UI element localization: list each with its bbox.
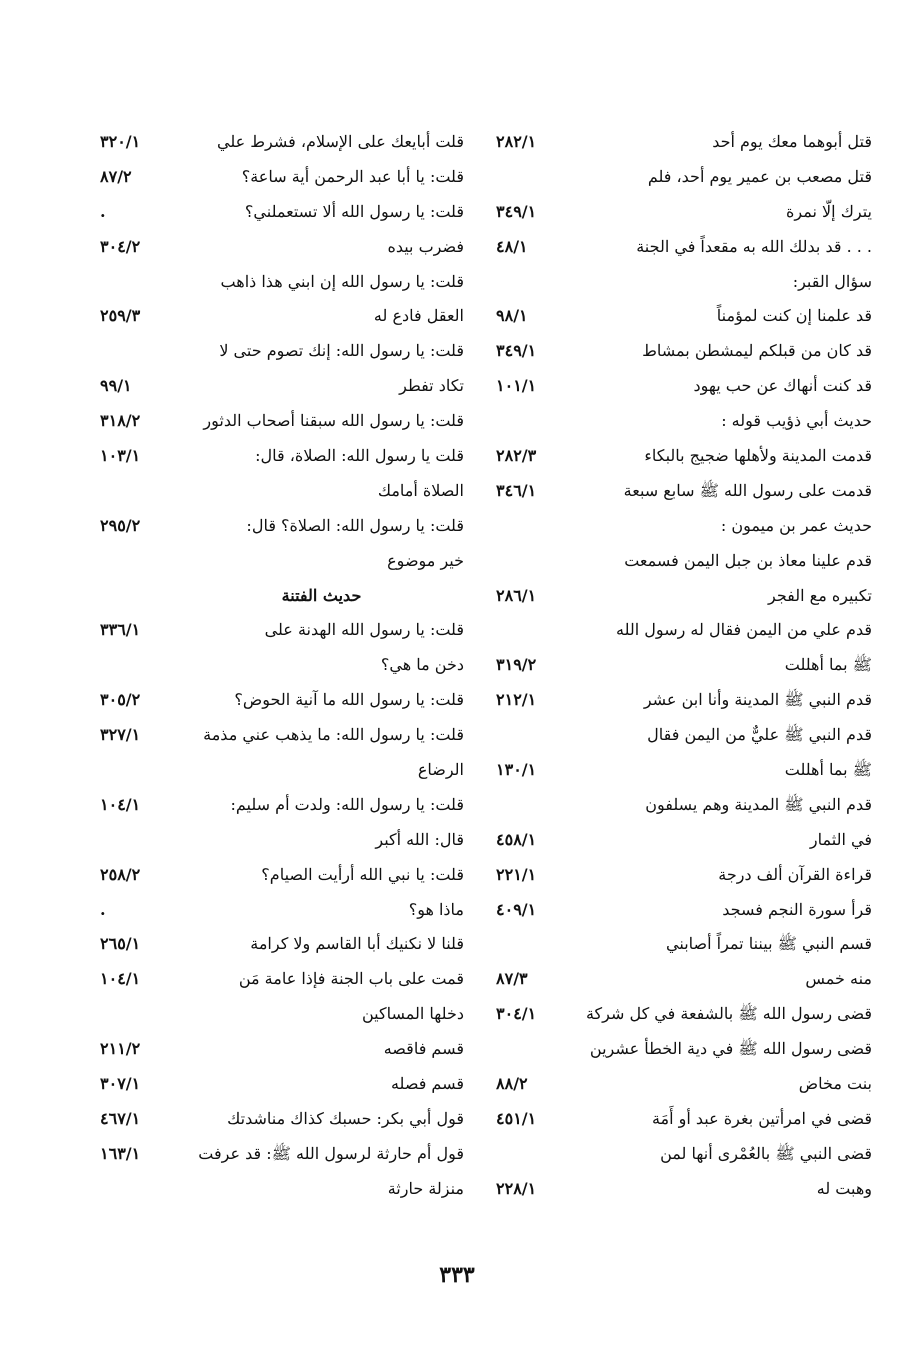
entry-text: قسم النبي ﷺ بيننا تمراً أصابني (666, 934, 872, 954)
entry-text: الصلاة أمامك (377, 480, 464, 500)
entry-text: قلت: يا رسول الله سبقنا أصحاب الدثور (203, 411, 464, 431)
entry-text: قسم فاقصه (383, 1039, 464, 1059)
entry-text: دخن ما هي؟ (380, 655, 464, 675)
index-entry (488, 160, 872, 195)
index-entry (92, 439, 464, 474)
entry-text: سؤال القبر: (792, 271, 872, 291)
index-entry (92, 1137, 464, 1172)
page-number: ٣٣٣ (439, 1262, 475, 1288)
index-entry (92, 509, 464, 544)
index-entry (488, 474, 872, 509)
entry-text: في الثمار (809, 829, 872, 849)
entry-reference: ٢٩٥/٢ (100, 515, 141, 535)
index-column-left (92, 125, 464, 1235)
index-entry (92, 579, 464, 614)
entry-text: قلت يا رسول الله: الصلاة، قال: (255, 446, 464, 466)
entry-reference: ٣٤٩/١ (496, 341, 537, 361)
index-entry (92, 230, 464, 265)
entry-reference: ٣٢٠/١ (100, 132, 141, 151)
index-entry (488, 579, 872, 614)
index-entry (92, 544, 464, 579)
index-entry (488, 125, 872, 160)
entry-reference: ٢١٢/١ (496, 690, 537, 710)
index-entry (92, 858, 464, 893)
entry-reference: ٢٢٨/١ (496, 1178, 537, 1198)
index-entry (92, 299, 464, 334)
entry-text: حديث أبي ذؤيب قوله : (721, 411, 872, 431)
entry-text: قلت: يا رسول الله الهدنة على (264, 620, 464, 640)
entry-text: قلت أبايعك على الإسلام، فشرط علي (216, 132, 464, 151)
index-entry (488, 195, 872, 230)
index-entry (488, 230, 872, 265)
entry-text: تكاد تفطر (399, 376, 464, 396)
index-entry (92, 648, 464, 683)
entry-reference: ٣٤٦/١ (496, 480, 537, 500)
index-entry (488, 927, 872, 962)
index-entry (92, 1067, 464, 1102)
index-entry (488, 648, 872, 683)
entry-reference: ٢٨٢/٣ (496, 446, 537, 466)
entry-text: قدم علي من اليمن فقال له رسول الله (616, 620, 872, 640)
entry-text: قلت: يا رسول الله: ما يذهب عني مذمة (203, 725, 464, 745)
entry-reference: ٨٧/٣ (496, 969, 528, 989)
entry-reference: ٣٠٤/٢ (100, 236, 141, 256)
index-entry (92, 1032, 464, 1067)
index-entry (488, 613, 872, 648)
entry-text: قلت: يا رسول الله ما آنية الحوض؟ (234, 690, 464, 710)
index-entry (92, 893, 464, 928)
entry-text: قلت: يا رسول الله ألا تستعملني؟ (244, 201, 464, 221)
index-entry (488, 369, 872, 404)
entry-text: قدمت على رسول الله ﷺ سابع سبعة (623, 480, 872, 500)
entry-text: يترك إلّا نمرة (786, 201, 872, 221)
index-entry (92, 683, 464, 718)
index-entry (488, 1067, 872, 1102)
index-entry (92, 1102, 464, 1137)
entry-reference: ٢٥٨/٢ (100, 864, 141, 884)
index-column-right (488, 125, 872, 1235)
index-entry (92, 125, 464, 160)
entry-text: قول أم حارثة لرسول الله ﷺ: قد عرفت (198, 1143, 464, 1163)
index-entry (488, 788, 872, 823)
index-entry (488, 683, 872, 718)
entry-text: حديث عمر بن ميمون : (720, 515, 872, 535)
entry-text: قد علمنا إن كنت لمؤمناً (716, 306, 872, 326)
entry-reference: ٣٢٧/١ (100, 725, 141, 745)
index-entry (488, 1102, 872, 1137)
entry-text: قتل مصعب بن عمير يوم أحد، فلم (647, 166, 872, 186)
entry-reference: . (100, 899, 106, 919)
entry-reference: ٣١٩/٢ (496, 655, 537, 675)
entry-reference: ٤٥٨/١ (496, 829, 537, 849)
index-entry (92, 962, 464, 997)
entry-text: قدم النبي ﷺ المدينة وأنا ابن عشر (643, 690, 872, 710)
index-entry (488, 1137, 872, 1172)
entry-reference: ٣٤٩/١ (496, 201, 537, 221)
entry-reference: ٣٠٥/٢ (100, 690, 141, 710)
entry-text: قسم فصله (390, 1074, 464, 1094)
entry-text: قلت: يا رسول الله: إنك تصوم حتى لا (219, 341, 464, 361)
entry-reference: ٣٠٤/١ (496, 1004, 537, 1024)
index-entry (92, 718, 464, 753)
entry-text: قد كان من قبلكم ليمشطن بمشاط (642, 341, 872, 361)
entry-reference: . (100, 201, 106, 221)
entry-reference: ١٦٣/١ (100, 1143, 141, 1163)
entry-text: خير موضوع (387, 550, 464, 570)
index-entry (92, 927, 464, 962)
entry-text: قال: الله أكبر (375, 829, 464, 849)
index-entry (92, 613, 464, 648)
index-entry (488, 1172, 872, 1207)
entry-text: فضرب بيده (387, 236, 464, 256)
section-heading: حديث الفتنة (281, 585, 362, 605)
entry-reference: ٤٠٩/١ (496, 899, 537, 919)
entry-text: بنت مخاض (798, 1074, 872, 1094)
index-entry (92, 160, 464, 195)
entry-reference: ٩٨/١ (496, 306, 528, 326)
entry-reference: ١٠٣/١ (100, 446, 141, 466)
index-entry (488, 1032, 872, 1067)
index-entry (92, 1172, 464, 1207)
entry-reference: ٨٧/٢ (100, 166, 132, 186)
entry-text: قلت: يا نبي الله أرأيت الصيام؟ (261, 864, 464, 884)
entry-text: منزلة حارثة (387, 1178, 464, 1198)
entry-reference: ١٠٤/١ (100, 969, 141, 989)
entry-text: تكبيره مع الفجر (768, 585, 872, 605)
entry-text: قراءة القرآن ألف درجة (718, 864, 872, 884)
entry-text: قضى رسول الله ﷺ بالشفعة في كل شركة (585, 1004, 872, 1024)
entry-reference: ١٠١/١ (496, 376, 537, 396)
index-entry (92, 195, 464, 230)
entry-text: قضى في امرأتين بغرة عبد أو أَمَة (651, 1108, 872, 1128)
entry-text: ﷺ بما أهللت (784, 655, 872, 675)
entry-reference: ١٣٠/١ (496, 760, 537, 780)
entry-reference: ١٠٤/١ (100, 794, 141, 814)
entry-reference: ٢٢١/١ (496, 864, 537, 884)
entry-reference: ٤٦٧/١ (100, 1108, 141, 1128)
entry-text: قضى رسول الله ﷺ في دية الخطأ عشرين (589, 1039, 872, 1059)
entry-reference: ٤٥١/١ (496, 1108, 537, 1128)
index-entry (92, 474, 464, 509)
entry-text: قتل أبوهما معك يوم أحد (712, 132, 872, 151)
entry-text: قرأ سورة النجم فسجد (722, 899, 872, 919)
index-entry (92, 788, 464, 823)
entry-reference: ٢٦٥/١ (100, 934, 141, 954)
entry-text: ماذا هو؟ (408, 899, 464, 919)
entry-text: قدم النبي ﷺ المدينة وهم يسلفون (645, 794, 872, 814)
index-entry (92, 997, 464, 1032)
index-entry (488, 858, 872, 893)
entry-text: قلت: يا رسول الله: ولدت أم سليم: (230, 794, 464, 814)
entry-text: قد كنت أنهاك عن حب يهود (693, 376, 872, 396)
index-entry (92, 369, 464, 404)
entry-text: منه خمس (805, 969, 872, 989)
entry-reference: ٩٩/١ (100, 376, 132, 396)
entry-text: وهبت له (816, 1178, 872, 1198)
entry-text: قدم علينا معاذ بن جبل اليمن فسمعت (624, 550, 872, 570)
entry-text: قلت: يا رسول الله إن ابني هذا ذاهب (220, 271, 464, 291)
entry-reference: ٢٥٩/٣ (100, 306, 141, 326)
index-entry (488, 893, 872, 928)
index-entry (488, 439, 872, 474)
index-entry (92, 823, 464, 858)
entry-text: الرضاع (417, 760, 464, 780)
entry-reference: ٣١٨/٢ (100, 411, 141, 431)
entry-reference: ٢٨٢/١ (496, 132, 537, 151)
index-entry (488, 718, 872, 753)
entry-reference: ٢١١/٢ (100, 1039, 141, 1059)
entry-text: ﷺ بما أهللت (784, 760, 872, 780)
index-entry (488, 997, 872, 1032)
entry-text: قضى النبي ﷺ بالعُمْرى أنها لمن (660, 1143, 872, 1163)
index-entry (488, 334, 872, 369)
entry-reference: ٤٨/١ (496, 236, 528, 256)
entry-text: قلت: يا أبا عبد الرحمن أية ساعة؟ (241, 166, 464, 186)
entry-text: قدم النبي ﷺ عليٌّ من اليمن فقال (647, 725, 872, 745)
entry-reference: ٣٠٧/١ (100, 1074, 141, 1094)
entry-text: قول أبي بكر: حسبك كذاك مناشدتك (227, 1108, 464, 1128)
index-entry (488, 823, 872, 858)
index-entry (488, 753, 872, 788)
entry-reference: ٨٨/٢ (496, 1074, 528, 1094)
index-entry (488, 509, 872, 544)
index-entry (488, 299, 872, 334)
entry-text: دخلها المساكين (362, 1004, 464, 1024)
entry-text: . . . قد بدلك الله به مقعداً في الجنة (636, 236, 872, 256)
entry-text: العقل فادع له (373, 306, 464, 326)
index-entry (488, 404, 872, 439)
entry-text: قلت: يا رسول الله: الصلاة؟ قال: (246, 515, 464, 535)
entry-text: قدمت المدينة ولأهلها ضجيج بالبكاء (644, 446, 872, 466)
index-entry (488, 962, 872, 997)
entry-reference: ٣٣٦/١ (100, 620, 141, 640)
index-entry (92, 404, 464, 439)
index-entry (92, 334, 464, 369)
index-entry (92, 753, 464, 788)
entry-reference: ٢٨٦/١ (496, 585, 537, 605)
index-entry (92, 265, 464, 300)
entry-text: قلنا لا نكنيك أبا القاسم ولا كرامة (250, 934, 464, 954)
index-entry (488, 265, 872, 300)
index-entry (488, 544, 872, 579)
entry-text: قمت على باب الجنة فإذا عامة مَن (238, 969, 464, 989)
